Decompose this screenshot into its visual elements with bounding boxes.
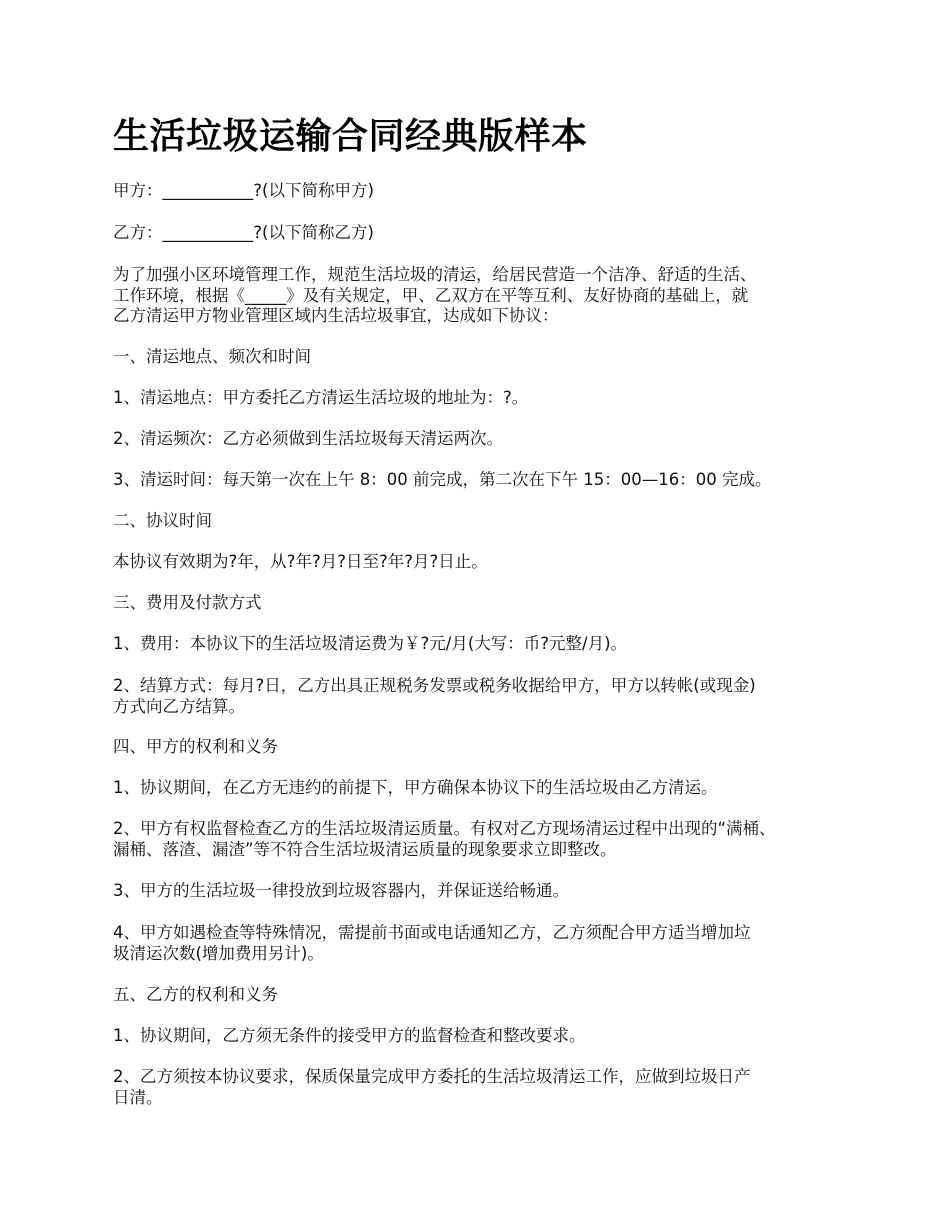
section-4-item-4-line-1: 4、甲方如遇检查等特殊情况，需提前书面或电话通知乙方，乙方须配合甲方适当增加垃 — [113, 923, 751, 942]
section-1-item-1: 1、清运地点：甲方委托乙方清运生活垃圾的地址为：?。 — [113, 388, 529, 407]
section-2-heading: 二、协议时间 — [113, 511, 212, 530]
section-3-item-2-line-2: 方式向乙方结算。 — [113, 696, 245, 716]
section-5-item-2-line-1: 2、乙方须按本协议要求，保质保量完成甲方委托的生活垃圾清运工作，应做到垃圾日产 — [113, 1067, 751, 1086]
intro-paragraph — [113, 265, 757, 327]
document-title: 生活垃圾运输合同经典版样本 — [113, 116, 588, 157]
intro-line-3: 乙方清运甲方物业管理区域内生活垃圾事宜，达成如下协议： — [113, 306, 559, 325]
party-a-line: 甲方：___________?(以下简称甲方) — [113, 181, 374, 200]
section-4-item-3: 3、甲方的生活垃圾一律投放到垃圾容器内，并保证送给畅通。 — [113, 881, 569, 900]
section-3-item-2-line-1: 2、结算方式：每月?日，乙方出具正规税务发票或税务收据给甲方，甲方以转帐(或现金) — [113, 676, 756, 695]
section-5-item-1: 1、协议期间，乙方须无条件的接受甲方的监督检查和整改要求。 — [113, 1026, 586, 1045]
section-4-item-1: 1、协议期间，在乙方无违约的前提下，甲方确保本协议下的生活垃圾由乙方清运。 — [113, 778, 718, 797]
section-4-item-2-line-2: 漏桶、落渣、漏渣”等不符合生活垃圾清运质量的现象要求立即整改。 — [113, 839, 617, 859]
section-4-item-2-line-1: 2、甲方有权监督检查乙方的生活垃圾清运质量。有权对乙方现场清运过程中出现的“满桶、 — [113, 819, 776, 838]
section-3-item-2 — [113, 676, 756, 717]
section-5-heading: 五、乙方的权利和义务 — [113, 985, 278, 1004]
section-4-item-4 — [113, 923, 751, 964]
section-2-item-1: 本协议有效期为?年，从?年?月?日至?年?月?日止。 — [113, 552, 488, 571]
party-b-line: 乙方：___________?(以下简称乙方) — [113, 223, 374, 242]
intro-line-2: 工作环境，根据《_____》及有关规定，甲、乙双方在平等互利、友好协商的基础上，就 — [113, 285, 749, 305]
section-1-heading: 一、清运地点、频次和时间 — [113, 347, 311, 366]
intro-line-1: 为了加强小区环境管理工作，规范生活垃圾的清运，给居民营造一个洁净、舒适的生活、 — [113, 265, 757, 284]
section-1-item-2: 2、清运频次：乙方必须做到生活垃圾每天清运两次。 — [113, 429, 503, 448]
section-1-item-3: 3、清运时间：每天第一次在上午 8：00 前完成，第二次在下午 15：00—16：00 完成。 — [113, 470, 772, 489]
section-4-heading: 四、甲方的权利和义务 — [113, 737, 278, 756]
section-5-item-2 — [113, 1067, 751, 1108]
section-3-item-1: 1、费用：本协议下的生活垃圾清运费为￥?元/月(大写：币?元整/月)。 — [113, 634, 628, 653]
section-5-item-2-line-2: 日清。 — [113, 1087, 163, 1107]
section-4-item-4-line-2: 圾清运次数(增加费用另计)。 — [113, 943, 324, 963]
section-4-item-2 — [113, 819, 776, 860]
section-3-heading: 三、费用及付款方式 — [113, 593, 262, 612]
